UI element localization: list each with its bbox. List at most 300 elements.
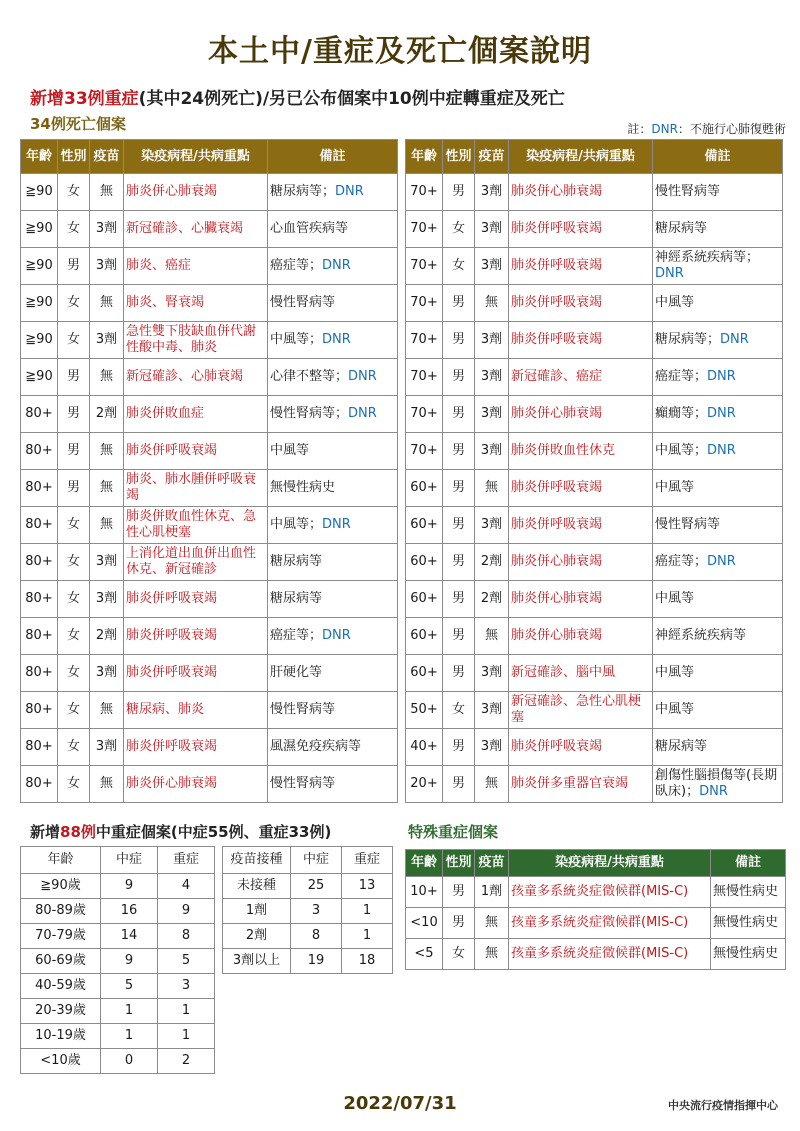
cause-cell: 肺炎併呼吸衰竭	[509, 285, 653, 322]
table-row	[21, 874, 215, 899]
cause-cell: 孩童多系統炎症徵候群(MIS-C)	[509, 908, 711, 939]
age-cell: 70+	[406, 322, 443, 359]
remark-cell: 無慢性病史	[711, 908, 786, 939]
remark-cell	[268, 655, 398, 692]
table-row	[406, 655, 783, 692]
age-cell: 80+	[21, 396, 58, 433]
table-row	[21, 285, 398, 322]
cause-cell: 急性雙下肢缺血併代謝性酸中毒、肺炎	[124, 322, 268, 359]
remark-text: 中風等	[655, 702, 695, 717]
cause-cell: 上消化道出血併出血性休克、新冠確診	[124, 544, 268, 581]
remark-cell	[268, 618, 398, 655]
category-cell: 3劑以上	[223, 949, 291, 974]
cause-cell: 孩童多系統炎症徵候群(MIS-C)	[509, 939, 711, 970]
age-cell: 60+	[406, 544, 443, 581]
sex-cell: 女	[443, 939, 475, 970]
remark-text: 癌症等；	[655, 554, 708, 569]
remark-text: 中風等；	[270, 517, 323, 532]
remark-text: 中風等	[655, 665, 695, 680]
dnr-tag: DNR	[348, 406, 377, 421]
vaccine-cell: 3劑	[90, 729, 124, 766]
sex-cell: 男	[443, 618, 475, 655]
count-cell: 9	[158, 899, 215, 924]
remark-cell	[268, 766, 398, 803]
note-dnr-term: DNR	[651, 122, 678, 136]
table-row	[21, 322, 398, 359]
remark-cell	[653, 285, 783, 322]
vaccine-cell: 3劑	[475, 433, 509, 470]
age-cell: 80+	[21, 655, 58, 692]
vaccine-cell: 3劑	[90, 544, 124, 581]
moderate-label-prefix: 新增	[30, 823, 61, 841]
table-row	[406, 359, 783, 396]
count-cell: 18	[342, 949, 393, 974]
vaccine-cell: 3劑	[475, 174, 509, 211]
count-cell: 13	[342, 874, 393, 899]
table-row	[21, 581, 398, 618]
cause-cell: 肺炎併呼吸衰竭	[509, 470, 653, 507]
remark-text: 神經系統疾病等；	[655, 250, 760, 265]
remark-cell	[268, 692, 398, 729]
remark-text: 中風等；	[655, 443, 708, 458]
table-row	[21, 507, 398, 544]
age-cell: 80+	[21, 692, 58, 729]
cause-cell: 肺炎併呼吸衰竭	[509, 211, 653, 248]
report-date: 2022/07/31	[343, 1093, 457, 1114]
remark-text: 心血管疾病等	[270, 221, 349, 236]
vaccine-cell: 3劑	[90, 211, 124, 248]
sex-cell: 男	[443, 655, 475, 692]
table-row	[406, 507, 783, 544]
remark-text: 神經系統疾病等	[655, 628, 747, 643]
vaccine-cell: 無	[90, 359, 124, 396]
remark-text: 糖尿病等	[655, 221, 708, 236]
remark-cell	[268, 359, 398, 396]
category-cell: 60-69歲	[21, 949, 101, 974]
column-header: 年齡	[21, 847, 101, 874]
sex-cell: 女	[443, 211, 475, 248]
column-header: 年齡	[406, 850, 443, 877]
vaccine-cell: 3劑	[90, 322, 124, 359]
sex-cell: 男	[443, 174, 475, 211]
remark-cell	[653, 433, 783, 470]
remark-text: 中風等；	[270, 332, 323, 347]
dnr-tag: DNR	[322, 628, 351, 643]
cause-cell: 肺炎併呼吸衰竭	[124, 433, 268, 470]
vaccine-cell: 無	[475, 470, 509, 507]
vaccine-cell: 3劑	[475, 729, 509, 766]
moderate-label-suffix: 中重症個案(中症55例、重症33例)	[95, 823, 332, 841]
remark-cell	[653, 174, 783, 211]
vaccine-cell: 3劑	[90, 581, 124, 618]
remark-cell	[268, 544, 398, 581]
sex-cell: 男	[443, 470, 475, 507]
count-cell: 19	[291, 949, 342, 974]
column-header: 重症	[342, 847, 393, 874]
sex-cell: 女	[58, 766, 90, 803]
vaccine-cell: 3劑	[475, 359, 509, 396]
table-row	[223, 874, 393, 899]
table-row	[406, 877, 786, 908]
table-row	[406, 470, 783, 507]
category-cell: 70-79歲	[21, 924, 101, 949]
count-cell: 8	[158, 924, 215, 949]
count-cell: 3	[291, 899, 342, 924]
dnr-tag: DNR	[707, 554, 736, 569]
cause-cell: 糖尿病、肺炎	[124, 692, 268, 729]
column-header: 性別	[58, 140, 90, 174]
remark-cell	[268, 729, 398, 766]
remark-text: 慢性腎病等	[270, 702, 336, 717]
column-header: 中症	[291, 847, 342, 874]
dnr-tag: DNR	[322, 332, 351, 347]
sex-cell: 女	[58, 655, 90, 692]
sex-cell: 男	[443, 877, 475, 908]
vaccine-cell: 無	[90, 433, 124, 470]
special-section-label: 特殊重症個案	[408, 823, 499, 841]
remark-cell	[653, 359, 783, 396]
remark-cell	[268, 211, 398, 248]
category-cell: 1劑	[223, 899, 291, 924]
vaccine-cell: 無	[90, 470, 124, 507]
count-cell: 1	[158, 999, 215, 1024]
remark-cell	[653, 322, 783, 359]
column-header: 性別	[443, 140, 475, 174]
cause-cell: 新冠確診、心臟衰竭	[124, 211, 268, 248]
sex-cell: 女	[58, 581, 90, 618]
remark-cell: 無慢性病史	[711, 939, 786, 970]
remark-cell	[268, 581, 398, 618]
count-cell: 8	[291, 924, 342, 949]
age-cell: 80+	[21, 766, 58, 803]
sex-cell: 男	[58, 470, 90, 507]
table-row	[21, 470, 398, 507]
remark-cell	[653, 692, 783, 729]
age-cell: 70+	[406, 359, 443, 396]
dnr-tag: DNR	[707, 406, 736, 421]
dnr-tag: DNR	[707, 443, 736, 458]
table-row	[21, 174, 398, 211]
death-table-right-header	[406, 140, 783, 174]
dnr-tag: DNR	[348, 369, 377, 384]
age-cell: 70+	[406, 211, 443, 248]
age-cell: 60+	[406, 655, 443, 692]
table-row	[406, 729, 783, 766]
age-cell: 80+	[21, 507, 58, 544]
sex-cell: 女	[443, 692, 475, 729]
age-cell: 70+	[406, 396, 443, 433]
category-cell: 10-19歲	[21, 1024, 101, 1049]
remark-text: 慢性腎病等	[655, 517, 721, 532]
cause-cell: 肺炎併心肺衰竭	[124, 174, 268, 211]
sex-cell: 男	[58, 433, 90, 470]
age-cell: 80+	[21, 544, 58, 581]
age-cell: 60+	[406, 618, 443, 655]
vaccine-cell: 2劑	[90, 396, 124, 433]
sex-cell: 女	[58, 692, 90, 729]
sex-cell: 男	[58, 359, 90, 396]
table-row	[406, 939, 786, 970]
cause-cell: 新冠確診、急性心肌梗塞	[509, 692, 653, 729]
table-row	[406, 908, 786, 939]
cause-cell: 新冠確診、腦中風	[509, 655, 653, 692]
remark-cell	[268, 396, 398, 433]
cause-cell: 肺炎併呼吸衰竭	[509, 322, 653, 359]
death-section-label: 34例死亡個案	[30, 115, 126, 133]
table-row	[406, 581, 783, 618]
age-cell: 80+	[21, 470, 58, 507]
age-cell: 40+	[406, 729, 443, 766]
cause-cell: 肺炎併心肺衰竭	[509, 618, 653, 655]
vaccine-cell: 3劑	[475, 248, 509, 285]
remark-cell	[653, 581, 783, 618]
vaccine-cell: 2劑	[475, 581, 509, 618]
age-cell: 80+	[21, 581, 58, 618]
table-row	[406, 433, 783, 470]
sex-cell: 男	[443, 285, 475, 322]
sex-cell: 男	[443, 322, 475, 359]
page-title: 本土中/重症及死亡個案說明	[208, 34, 592, 69]
age-cell: 80+	[21, 729, 58, 766]
remark-text: 無慢性病史	[270, 480, 336, 495]
dnr-tag: DNR	[720, 332, 749, 347]
cause-cell: 肺炎併心肺衰竭	[509, 396, 653, 433]
remark-cell	[268, 248, 398, 285]
remark-cell	[268, 285, 398, 322]
table-row	[21, 1049, 215, 1074]
remark-text: 癌症等；	[270, 258, 323, 273]
vaccine-cell: 無	[90, 507, 124, 544]
table-row	[21, 544, 398, 581]
death-table-left	[20, 139, 398, 803]
remark-text: 慢性腎病等	[655, 184, 721, 199]
column-header: 年齡	[21, 140, 58, 174]
table-row	[21, 211, 398, 248]
subtitle	[30, 84, 565, 109]
cause-cell: 肺炎併心肺衰竭	[124, 766, 268, 803]
age-cell: ≧90	[21, 174, 58, 211]
dnr-tag: DNR	[322, 517, 351, 532]
column-header: 性別	[443, 850, 475, 877]
remark-cell	[268, 507, 398, 544]
remark-text: 癌症等；	[655, 369, 708, 384]
count-cell: 9	[101, 949, 158, 974]
sex-cell: 女	[58, 174, 90, 211]
special-case-header	[406, 850, 786, 877]
remark-text: 癌症等；	[270, 628, 323, 643]
age-cell: 60+	[406, 581, 443, 618]
table-row	[406, 322, 783, 359]
remark-text: 創傷性腦損傷等(長期臥床)；	[655, 768, 778, 799]
sex-cell: 女	[58, 211, 90, 248]
moderate-label-count: 88例	[60, 823, 96, 841]
age-cell: 80+	[21, 433, 58, 470]
vaccine-cell: 2劑	[90, 618, 124, 655]
column-header: 疫苗	[475, 850, 509, 877]
category-cell: 未接種	[223, 874, 291, 899]
vaccine-cell: 無	[475, 766, 509, 803]
sex-cell: 男	[443, 544, 475, 581]
cause-cell: 肺炎併呼吸衰竭	[124, 655, 268, 692]
age-cell: 20+	[406, 766, 443, 803]
vaccine-cell: 3劑	[475, 322, 509, 359]
age-cell: ≧90	[21, 248, 58, 285]
vaccine-cell: 3劑	[475, 507, 509, 544]
cause-cell: 肺炎併敗血性休克	[509, 433, 653, 470]
vaccine-cell: 無	[90, 285, 124, 322]
count-cell: 3	[158, 974, 215, 999]
table-row	[21, 618, 398, 655]
age-cell: ≧90	[21, 211, 58, 248]
vaccine-cell: 無	[475, 939, 509, 970]
age-cell: 70+	[406, 248, 443, 285]
sex-cell: 男	[443, 729, 475, 766]
count-cell: 1	[101, 999, 158, 1024]
category-cell: 80-89歲	[21, 899, 101, 924]
sex-cell: 男	[443, 359, 475, 396]
organization-name: 中央流行疫情指揮中心	[668, 1099, 778, 1112]
remark-cell	[268, 470, 398, 507]
table-row	[21, 949, 215, 974]
remark-text: 糖尿病等	[270, 554, 323, 569]
age-cell: <10	[406, 908, 443, 939]
cause-cell: 肺炎併敗血症	[124, 396, 268, 433]
remark-text: 糖尿病等	[270, 591, 323, 606]
age-cell: 70+	[406, 285, 443, 322]
sex-cell: 女	[58, 618, 90, 655]
age-stat-table	[20, 846, 215, 1074]
vaccine-cell: 1劑	[475, 877, 509, 908]
age-cell: ≧90	[21, 285, 58, 322]
cause-cell: 新冠確診、癌症	[509, 359, 653, 396]
column-header: 疫苗	[90, 140, 124, 174]
table-row	[406, 766, 783, 803]
remark-cell	[268, 174, 398, 211]
sex-cell: 男	[443, 908, 475, 939]
column-header: 疫苗	[475, 140, 509, 174]
sex-cell: 男	[443, 396, 475, 433]
table-row	[223, 899, 393, 924]
subtitle-severe-count: 新增33例重症	[30, 89, 139, 109]
age-cell: 70+	[406, 174, 443, 211]
vaccine-cell: 3劑	[90, 248, 124, 285]
sex-cell: 女	[58, 285, 90, 322]
cause-cell: 孩童多系統炎症徵候群(MIS-C)	[509, 877, 711, 908]
table-row	[406, 248, 783, 285]
remark-cell	[268, 433, 398, 470]
column-header: 備註	[268, 140, 398, 174]
cause-cell: 肺炎併呼吸衰竭	[509, 248, 653, 285]
table-row	[21, 924, 215, 949]
column-header: 中症	[101, 847, 158, 874]
age-cell: 60+	[406, 470, 443, 507]
dnr-tag: DNR	[335, 184, 364, 199]
sex-cell: 男	[443, 433, 475, 470]
remark-text: 中風等	[655, 480, 695, 495]
cause-cell: 肺炎併呼吸衰竭	[124, 729, 268, 766]
age-cell: 10+	[406, 877, 443, 908]
table-row	[21, 248, 398, 285]
table-row	[406, 285, 783, 322]
remark-text: 慢性腎病等；	[270, 406, 349, 421]
remark-text: 癲癇等；	[655, 406, 708, 421]
remark-cell	[653, 248, 783, 285]
special-case-table	[405, 849, 786, 970]
remark-text: 糖尿病等；	[270, 184, 336, 199]
age-cell: 60+	[406, 507, 443, 544]
dnr-tag: DNR	[699, 784, 728, 799]
remark-cell	[653, 211, 783, 248]
column-header: 染疫病程/共病重點	[124, 140, 268, 174]
column-header: 備註	[653, 140, 783, 174]
remark-cell	[653, 396, 783, 433]
age-cell: ≧90	[21, 322, 58, 359]
sex-cell: 男	[443, 507, 475, 544]
vaccine-cell: 3劑	[475, 211, 509, 248]
count-cell: 25	[291, 874, 342, 899]
remark-text: 糖尿病等	[655, 739, 708, 754]
table-row	[406, 544, 783, 581]
vaccine-cell: 3劑	[475, 655, 509, 692]
age-cell: 80+	[21, 618, 58, 655]
cause-cell: 肺炎併心肺衰竭	[509, 174, 653, 211]
sex-cell: 男	[58, 248, 90, 285]
cause-cell: 肺炎併多重器官衰竭	[509, 766, 653, 803]
count-cell: 9	[101, 874, 158, 899]
remark-text: 慢性腎病等	[270, 295, 336, 310]
note-text: ：不施行心肺復甦術	[677, 122, 786, 136]
column-header: 染疫病程/共病重點	[509, 140, 653, 174]
cause-cell: 肺炎、癌症	[124, 248, 268, 285]
category-cell: <10歲	[21, 1049, 101, 1074]
category-cell: 2劑	[223, 924, 291, 949]
sex-cell: 男	[443, 766, 475, 803]
table-row	[223, 924, 393, 949]
remark-text: 風濕免疫疾病等	[270, 739, 362, 754]
count-cell: 4	[158, 874, 215, 899]
table-row	[21, 766, 398, 803]
count-cell: 2	[158, 1049, 215, 1074]
count-cell: 1	[342, 899, 393, 924]
vaccine-cell: 3劑	[475, 396, 509, 433]
cause-cell: 新冠確診、心肺衰竭	[124, 359, 268, 396]
table-row	[406, 396, 783, 433]
cause-cell: 肺炎、肺水腫併呼吸衰竭	[124, 470, 268, 507]
sex-cell: 女	[443, 248, 475, 285]
table-row	[406, 211, 783, 248]
vaccine-cell: 無	[90, 174, 124, 211]
sex-cell: 女	[58, 544, 90, 581]
table-row	[21, 433, 398, 470]
cause-cell: 肺炎併呼吸衰竭	[509, 729, 653, 766]
dnr-tag: DNR	[322, 258, 351, 273]
table-row	[21, 359, 398, 396]
vaccine-cell: 無	[475, 285, 509, 322]
remark-text: 中風等	[655, 591, 695, 606]
count-cell: 1	[158, 1024, 215, 1049]
column-header: 染疫病程/共病重點	[509, 850, 711, 877]
vaccine-cell: 3劑	[90, 655, 124, 692]
sex-cell: 男	[58, 396, 90, 433]
cause-cell: 肺炎併心肺衰竭	[509, 544, 653, 581]
vaccine-cell: 無	[90, 692, 124, 729]
count-cell: 0	[101, 1049, 158, 1074]
dnr-note	[627, 120, 786, 137]
count-cell: 5	[158, 949, 215, 974]
table-row	[21, 999, 215, 1024]
remark-cell	[653, 655, 783, 692]
category-cell: 40-59歲	[21, 974, 101, 999]
